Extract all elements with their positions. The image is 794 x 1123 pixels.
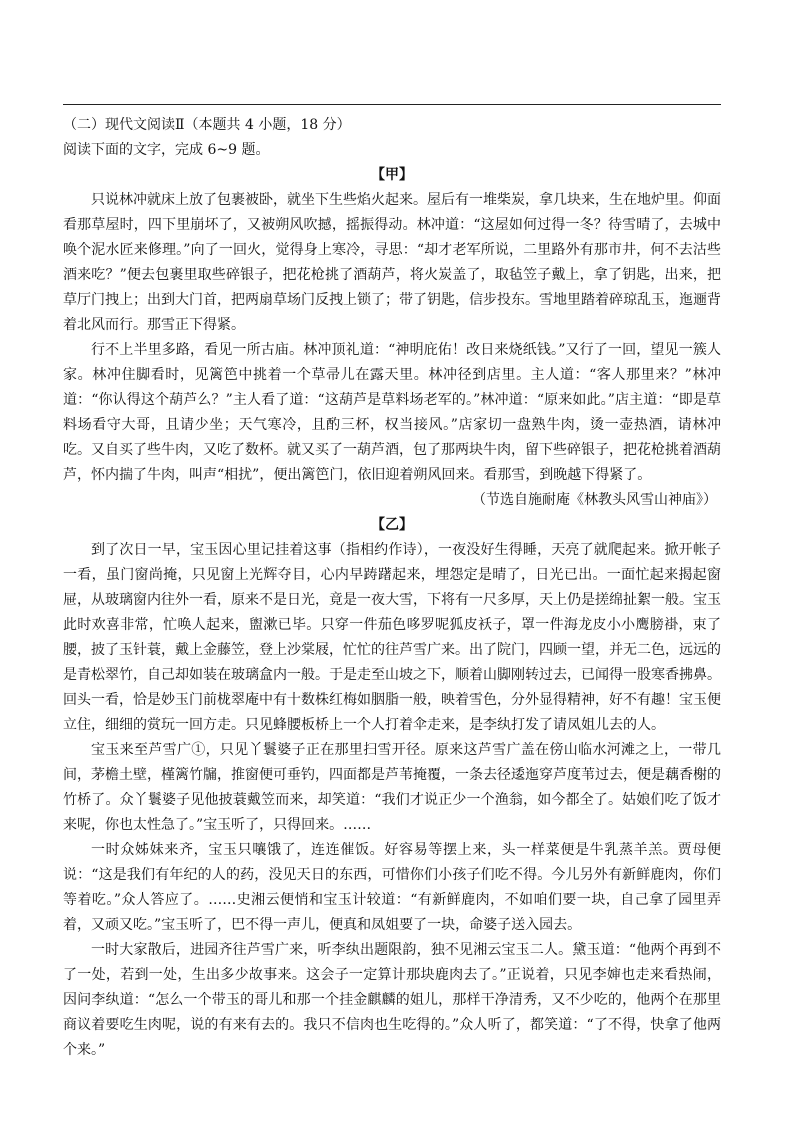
reading-instruction: 阅读下面的文字，完成 6~9 题。 — [63, 142, 270, 158]
part-b-title: 【乙】 — [371, 517, 413, 533]
part-b-paragraph: 宝玉来至芦雪广①，只见丫鬟婆子正在那里扫雪开径。原来这芦雪广盖在傍山临水河滩之上，一带几间，茅檐土壁，槿篱竹牖，推窗便可垂钓，四面都是芦苇掩覆，一条去径逶迤穿芦度苇过去，便是藕香榭的竹桥了。众丫鬟婆子见他披蓑戴笠而来，却笑道：“我们才说正少一个渔翁，如今都全了。姑娘们吃了饭才来呢，你也太性急了。”宝玉听了，只得回来。…… — [63, 742, 721, 833]
part-a-paragraph: 只说林冲就床上放了包裹被卧，就坐下生些焰火起来。屋后有一堆柴炭，拿几块来，生在地炉里。仰面看那草屋时，四下里崩坏了，又被朔风吹撼，摇振得动。林冲道：“这屋如何过得一冬？待雪晴了，去城中唤个泥水匠来修理。”向了一回火，觉得身上寒冷，寻思：“却才老军所说，二里路外有那市井，何不去沽些酒来吃？”便去包裹里取些碎银子，把花枪挑了酒葫芦，将火炭盖了，取毡笠子戴上，拿了钥匙，出来，把草厅门拽上；出到大门首，把两扇草场门反拽上锁了；带了钥匙，信步投东。雪地里踏着碎琼乱玉，迤逦背着北风而行。那雪正下得紧。 — [63, 192, 721, 333]
part-a-source: （节选自施耐庵《林教头风雪山神庙》） — [472, 492, 717, 508]
section-heading: （二）现代文阅读Ⅱ（本题共 4 小题，18 分） — [63, 117, 351, 133]
part-b-paragraph: 到了次日一早，宝玉因心里记挂着这事（指相约作诗），一夜没好生得睡，天亮了就爬起来。掀开帐子一看，虽门窗尚掩，只见窗上光辉夺目，心内早踌躇起来，埋怨定是晴了，日光已出。一面忙起来揭起窗屉，从玻璃窗内往外一看，原来不是日光，竟是一夜大雪，下将有一尺多厚，天上仍是搓绵扯絮一般。宝玉此时欢喜非常，忙唤人起来，盥漱已毕。只穿一件茄色哆罗呢狐皮袄子，罩一件海龙皮小小鹰膀褂，束了腰，披了玉针蓑，戴上金藤笠，登上沙棠屐，忙忙的往芦雪广来。出了院门，四顾一望，并无二色，远远的是青松翠竹，自己却如装在玻璃盒内一般。于是走至山坡之下，顺着山脚刚转过去，已闻得一股寒香拂鼻。回头一看，恰是妙玉门前栊翠庵中有十数株红梅如胭脂一般，映着雪色，分外显得精神，好不有趣！宝玉便立住，细细的赏玩一回方走。只见蜂腰板桥上一个人打着伞走来，是李纨打发了请凤姐儿去的人。 — [63, 542, 721, 733]
part-a-paragraph: 行不上半里多路，看见一所古庙。林冲顶礼道：“神明庇佑！改日来烧纸钱。”又行了一回，望见一簇人家。林冲住脚看时，见篱笆中挑着一个草帚儿在露天里。林冲径到店里。主人道：“客人那里来？”林冲道：“你认得这个葫芦么？”主人看了道：“这葫芦是草料场老军的。”林冲道：“原来如此。”店主道：“即是草料场看守大哥，且请少坐；天气寒冷，且酌三杯，权当接风。”店家切一盘熟牛肉，烫一壶热酒，请林冲吃。又自买了些牛肉，又吃了数杯。就又买了一葫芦酒，包了那两块牛肉，留下些碎银子，把花枪挑着酒葫芦，怀内揣了牛肉，叫声“相扰”，便出篱笆门，依旧迎着朔风回来。看那雪，到晚越下得紧了。 — [63, 342, 721, 483]
header-rule — [63, 104, 721, 105]
part-a-title: 【甲】 — [371, 167, 413, 183]
part-b-paragraph: 一时众姊妹来齐，宝玉只嚷饿了，连连催饭。好容易等摆上来，头一样菜便是牛乳蒸羊羔。贾母便说：“这是我们有年纪的人的药，没见天日的东西，可惜你们小孩子们吃不得。今儿另外有新鲜鹿肉，你们等着吃。”众人答应了。……史湘云便悄和宝玉计较道：“有新鲜鹿肉，不如咱们要一块，自己拿了园里弄着，又顽又吃。”宝玉听了，巴不得一声儿，便真和凤姐要了一块，命婆子送入园去。 — [63, 842, 721, 933]
part-b-paragraph: 一时大家散后，进园齐往芦雪广来，听李纨出题限韵，独不见湘云宝玉二人。黛玉道：“他两个再到不了一处，若到一处，生出多少故事来。这会子一定算计那块鹿肉去了。”正说着，只见李婶也走来看热闹，因问李纨道：“怎么一个带玉的哥儿和那一个挂金麒麟的姐儿，那样干净清秀，又不少吃的，他两个在那里商议着要吃生肉呢，说的有来有去的。我只不信肉也生吃得的。”众人听了，都笑道：“了不得，快拿了他两个来。” — [63, 942, 721, 1058]
document-body — [63, 113, 721, 1063]
